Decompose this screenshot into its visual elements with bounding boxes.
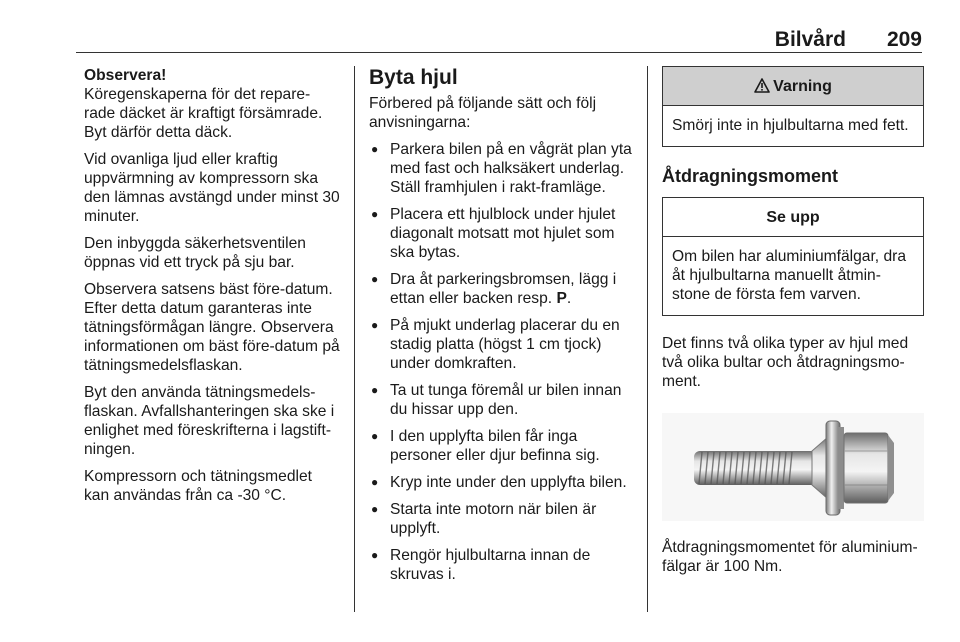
caution-box <box>662 197 924 316</box>
paragraph: Åtdragningsmomentet för aluminium-fälgar är 100 Nm. <box>662 539 918 575</box>
intro-text: Förbered på följande sätt och följ anvisningarna: <box>369 95 597 131</box>
list-item: ● Ta ut tunga föremål ur bilen innan du hissar upp den. <box>369 381 633 419</box>
column-right <box>662 66 924 584</box>
section-heading: Åtdragningsmoment <box>662 166 839 186</box>
paragraph: Vid ovanliga ljud eller kraftig uppvärmning av kompressorn ska den lämnas avstängd under minst 30 minuter. <box>84 151 340 225</box>
list-item-text: Dra åt parkeringsbromsen, lägg i ettan eller backen resp. <box>390 271 617 307</box>
note-title: Observera! <box>84 67 167 84</box>
period: . <box>566 290 572 307</box>
paragraph: Köregenskaperna för det repare-rade däcket är kraftigt försämrade. Byt därför detta däck. <box>84 86 323 141</box>
caution-text: Om bilen har aluminiumfälgar, dra åt hjulbultarna manuellt åtmin-stone de första fem varven. <box>672 248 907 303</box>
warning-title-text: Varning <box>773 78 832 95</box>
paragraph: Observera satsens bäst före-datum. Efter detta datum garanteras inte tätningsförmågan längre. Observera informationen om bäst före-datum på tätningsmedelsflaskan. <box>84 281 340 374</box>
column-divider-1 <box>354 66 355 612</box>
warning-box-title <box>663 67 923 106</box>
warning-text: Smörj inte in hjulbultarna med fett. <box>672 117 909 134</box>
caution-box-title: Se upp <box>663 198 923 237</box>
wheel-bolt-illustration <box>662 413 924 521</box>
paragraph: Det finns två olika typer av hjul med två olika bultar och åtdragningsmo-ment. <box>662 335 909 390</box>
section-heading: Byta hjul <box>369 66 458 89</box>
paragraph: Byt den använda tätningsmedels-flaskan. Avfallshanteringen ska ske i enlighet med föreskrifterna i lagstift-ningen. <box>84 384 335 458</box>
gear-letter: P <box>556 290 567 307</box>
list-item: ● Rengör hjulbultarna innan de skruvas i. <box>369 546 633 584</box>
list-item <box>369 270 633 308</box>
list-item: ● Parkera bilen på en vågrät plan yta med fast och halksäkert underlag. Ställ framhjulen i rakt-framläge. <box>369 140 633 197</box>
page-number: 209 <box>886 28 922 51</box>
paragraph: Kompressorn och tätningsmedlet kan användas från ca -30 °C. <box>84 468 312 504</box>
list-item: ● Placera ett hjulblock under hjulet diagonalt motsatt mot hjulet som ska bytas. <box>369 205 633 262</box>
page-header <box>76 26 922 53</box>
instruction-list <box>369 140 633 584</box>
list-item: ● Kryp inte under den upplyfta bilen. <box>369 473 633 492</box>
warning-triangle-icon <box>754 78 770 93</box>
column-left <box>84 66 340 513</box>
list-item: ● Starta inte motorn när bilen är upplyft. <box>369 500 633 538</box>
warning-box <box>662 66 924 147</box>
column-divider-2 <box>647 66 648 612</box>
list-item: ● På mjukt underlag placerar du en stadig platta (högst 1 cm tjock) under domkraften. <box>369 316 633 373</box>
list-item: ● I den upplyfta bilen får inga personer eller djur befinna sig. <box>369 427 633 465</box>
column-middle <box>369 66 633 592</box>
paragraph: Den inbyggda säkerhetsventilen öppnas vid ett tryck på sju bar. <box>84 235 306 271</box>
section-title: Bilvård <box>774 28 846 51</box>
